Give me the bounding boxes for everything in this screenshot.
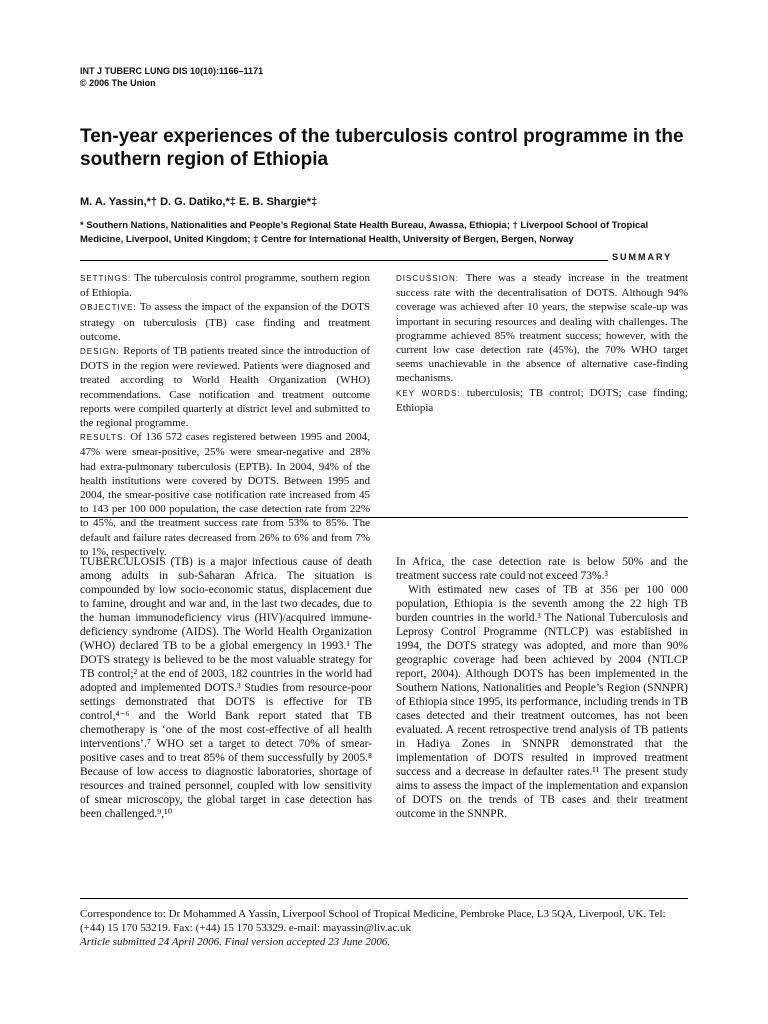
intro-paragraph-2: In Africa, the case detection rate is below 50% and the treatment success rate could not exceed 73%.³ — [396, 556, 688, 582]
footer-rule — [80, 898, 688, 899]
abstract-results — [80, 430, 370, 559]
journal-citation: INT J TUBERC LUNG DIS 10(10):1166–1171 — [80, 66, 264, 76]
keywords-text: tuberculosis; TB control; DOTS; case finding; Ethiopia — [396, 386, 688, 414]
intro-paragraph-3: With estimated new cases of TB at 356 per 100 000 population, Ethiopia is the seventh among the 22 high TB burden countries in the world.³ The National Tuberculosis and Leprosy Control Programme (NTLCP) was established in 1994, the DOTS strategy was adopted, and more than 90% geographic coverage had been achieved by 2004 (NTLCP report, 2004). Although DOTS has been implemented in the Southern Nations, Nationalities and People’s Region (SNNPR) of Ethiopia since 1995, its performance, including trends in TB cases detected and their treatment outcomes, has not been evaluated. A recent retrospective trend analysis of TB patients in Hadiya Zones in SNNPR demonstrated that the implementation of DOTS resulted in improved treatment success and a decrease in defaulter rates.¹¹ The present study aims to assess the impact of the implementation and expansion of DOTS on the trends of TB cases and their treatment outcome in the SNNPR. — [396, 584, 688, 820]
settings-text: The tuberculosis control programme, southern region of Ethiopia. — [80, 272, 370, 300]
footer — [80, 907, 688, 949]
journal-copyright: © 2006 The Union — [80, 78, 156, 88]
abstract-discussion — [396, 271, 688, 386]
affiliations: * Southern Nations, Nationalities and People’s Regional State Health Bureau, Awassa, Ethiopia; † Liverpool School of Tropical Medicine, Liverpool, United Kingdom; ‡ Centre for International Health, University of Bergen, Bergen, Norway — [80, 220, 649, 245]
abstract-objective — [80, 300, 370, 344]
results-text: Of 136 572 cases registered between 1995 and 2004, 47% were smear-positive, 25% were smear-negative and 28% had extra-pulmonary tuberculosis (EPTB). In 2004, 94% of the health institutions were covered by DOTS. Between 1995 and 2004, the smear-positive case notification rate increased from 45 to 143 per 100 000 population, the case detection rate from 22% to 45%, and the treatment success rate from 53% to 85%. The default and failure rates decreased from 26% to 6% and from 7% to 1%, respectively. — [80, 431, 370, 558]
summary-label: SUMMARY — [612, 252, 673, 262]
correspondence: Correspondence to: Dr Mohammed A Yassin, Liverpool School of Tropical Medicine, Pembroke Place, L3 5QA, Liverpool, UK. Tel: (+44) 15 170 53219. Fax: (+44) 15 170 53329. e-mail: mayassin@liv.ac.uk — [80, 908, 666, 934]
keywords-label: KEY WORDS: — [396, 388, 461, 398]
abstract-bottom-rule — [80, 517, 688, 518]
summary-rule — [80, 260, 608, 261]
abstract-design — [80, 344, 370, 430]
body-left-column — [80, 555, 372, 821]
design-label: DESIGN: — [80, 347, 120, 357]
body-right-column — [396, 555, 688, 821]
discussion-label: DISCUSSION: — [396, 274, 460, 283]
results-label: RESULTS: — [80, 433, 127, 443]
abstract-settings — [80, 271, 370, 300]
journal-header — [80, 65, 263, 89]
intro-paragraph-1: TUBERCULOSIS (TB) is a major infectious cause of death among adults in sub-Saharan Africa. The situation is compounded by low socio-economic status, displacement due to famine, drought and war and, in the last two decades, due to the human immunodeficiency virus (HIV)/acquired immune-deficiency syndrome (AIDS). The World Health Organization (WHO) declared TB to be a global emergency in 1993.¹ The DOTS strategy is believed to be the most valuable strategy for TB control;² at the end of 2003, 182 countries in the world had adopted and implemented DOTS.³ Studies from resource-poor settings demonstrated that DOTS is effective for TB control,⁴⁻⁶ and the World Bank report stated that TB chemotherapy is ‘one of the most cost-effective of all health interventions’.⁷ WHO set a target to detect 70% of smear-positive cases and to treat 85% of them successfully by 2005.⁸ Because of low access to diagnostic laboratories, shortage of resources and trained personnel, coupled with low sensitivity of smear microscopy, the global target in case detection has been challenged.⁹,¹⁰ — [80, 556, 372, 820]
abstract-left-column — [80, 271, 370, 559]
submission-dates: Article submitted 24 April 2006. Final version accepted 23 June 2006. — [80, 936, 391, 948]
objective-text: To assess the impact of the expansion of the DOTS strategy on tuberculosis (TB) case finding and treatment outcome. — [80, 301, 370, 343]
abstract-right-column — [396, 271, 688, 415]
article-title: Ten-year experiences of the tuberculosis control programme in the southern region of Ethiopia — [80, 126, 684, 170]
author-list: M. A. Yassin,*† D. G. Datiko,*‡ E. B. Shargie*‡ — [80, 196, 318, 208]
abstract-keywords — [396, 386, 688, 415]
discussion-text: There was a steady increase in the treatment success rate with the decentralisation of DOTS. Although 94% coverage was achieved after 10 years, the stepwise scale-up was important in securing resources and dealing with challenges. The programme achieved 85% treatment success; however, with the current low case detection rate (45%), the 70% WHO target seems unachievable in the absence of alternative case-finding mechanisms. — [396, 272, 688, 385]
objective-label: OBJECTIVE: — [80, 303, 137, 313]
design-text: Reports of TB patients treated since the introduction of DOTS in the region were reviewed. Patients were diagnosed and treated according to World Health Organization (WHO) recommendations. Case notification and treatment outcome reports were compiled quarterly at district level and submitted to the regional programme. — [80, 345, 370, 430]
settings-label: SETTINGS: — [80, 274, 132, 283]
